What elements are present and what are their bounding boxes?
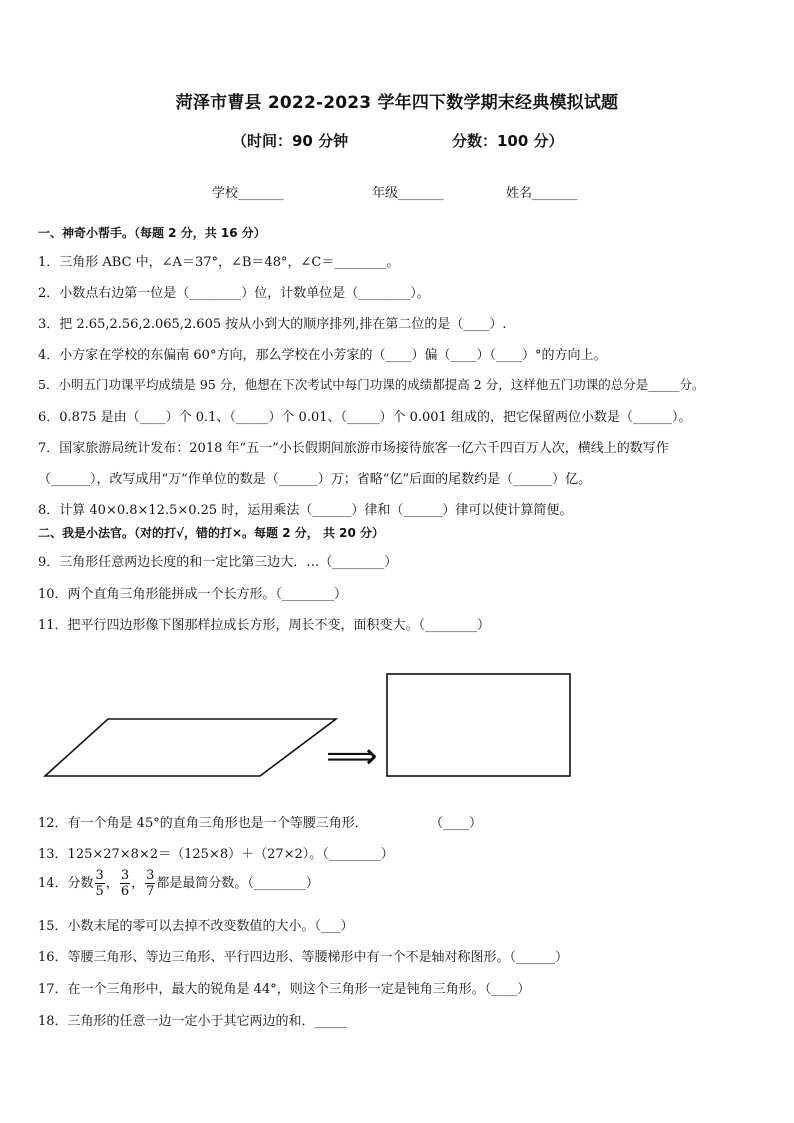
question-16: 16．等腰三角形、等边三角形、平行四边形、等腰梯形中有一个不是轴对称图形。（______）	[38, 950, 569, 965]
fraction-numerator: 3	[146, 868, 155, 883]
question-1: 1．三角形 ABC 中，∠A＝37°，∠B＝48°，∠C＝________。	[38, 255, 400, 270]
question-13: 13．125×27×8×2＝（125×8）＋（27×2）。（________）	[38, 847, 394, 862]
question-14-prefix: 14．分数	[38, 876, 94, 891]
question-6: 6．0.875 是由（____）个 0.1、（_____）个 0.01、（_____）个 0.001 组成的，把它保留两位小数是（______）。	[38, 410, 692, 425]
fraction-numerator: 3	[95, 868, 104, 883]
question-7-line-1: 7．国家旅游局统计发布：2018 年“五一”小长假期间旅游市场接待旅客一亿六千四百万人次，横线上的数写作	[38, 441, 669, 456]
page-title: 菏泽市曹县 2022-2023 学年四下数学期末经典模拟试题	[175, 93, 619, 113]
question-4: 4．小方家在学校的东偏南 60°方向，那么学校在小芳家的（____）偏（____）（____）°的方向上。	[38, 348, 607, 363]
question-14-suffix: 都是最简分数。（________）	[156, 876, 319, 891]
exam-time: （时间：90 分钟	[232, 132, 349, 150]
question-2: 2．小数点右边第一位是（________）位，计数单位是（________）。	[38, 286, 430, 301]
fraction-denominator: 6	[120, 884, 130, 899]
question-18: 18．三角形的任意一边一定小于其它两边的和．_____	[38, 1014, 348, 1029]
question-8: 8．计算 40×0.8×12.5×0.25 时，运用乘法（______）律和（______）律可以使计算简便。	[38, 503, 573, 518]
grade-field[interactable]: 年级_______	[372, 186, 444, 201]
question-17: 17．在一个三角形中，最大的锐角是 44°，则这个三角形一定是钝角三角形。（____）	[38, 982, 531, 997]
rectangle-shape	[387, 674, 570, 776]
question-15: 15．小数末尾的零可以去掉不改变数值的大小。（___）	[38, 919, 354, 934]
question-12: 12．有一个角是 45°的直角三角形也是一个等腰三角形．	[38, 816, 368, 831]
fraction-denominator: 7	[146, 884, 155, 899]
parallelogram-figure	[0, 660, 794, 790]
fraction-numerator: 3	[120, 868, 130, 883]
question-5: 5．小明五门功课平均成绩是 95 分，他想在下次考试中每门功课的成绩都提高 2 分，这样他五门功课的总分是_____分。	[38, 377, 705, 392]
fraction-separator: ，	[105, 876, 119, 891]
question-10: 10．两个直角三角形能拼成一个长方形。（________）	[38, 587, 348, 602]
question-3: 3．把 2.65,2.56,2.065,2.605 按从小到大的顺序排列,排在第二位的是（____）.	[38, 317, 507, 332]
fraction-separator: ，	[131, 876, 145, 891]
fraction-denominator: 5	[95, 884, 104, 899]
question-9: 9．三角形任意两边长度的和一定比第三边大．…（________）	[38, 555, 398, 570]
fraction-3-5	[95, 868, 105, 899]
question-12-answer: （____）	[430, 816, 483, 831]
fraction-3-6	[120, 868, 130, 899]
section-1-heading: 一、神奇小帮手。（每题 2 分，共 16 分）	[38, 226, 266, 240]
name-field[interactable]: 姓名_______	[506, 186, 578, 201]
section-2-heading: 二、我是小法官。（对的打√，错的打×。每题 2 分， 共 20 分）	[38, 526, 384, 540]
school-field[interactable]: 学校_______	[212, 186, 284, 201]
exam-score: 分数：100 分）	[452, 132, 564, 150]
transform-arrow: ⟹	[326, 736, 378, 777]
parallelogram-shape	[45, 719, 336, 776]
question-11: 11．把平行四边形像下图那样拉成长方形，周长不变，面积变大。（________）	[38, 618, 491, 633]
question-7-line-2: （______），改写成用“万”作单位的数是（______）万；省略“亿”后面的尾数约是（______）亿。	[38, 472, 592, 487]
question-14	[38, 868, 319, 899]
fraction-3-7	[145, 868, 155, 899]
